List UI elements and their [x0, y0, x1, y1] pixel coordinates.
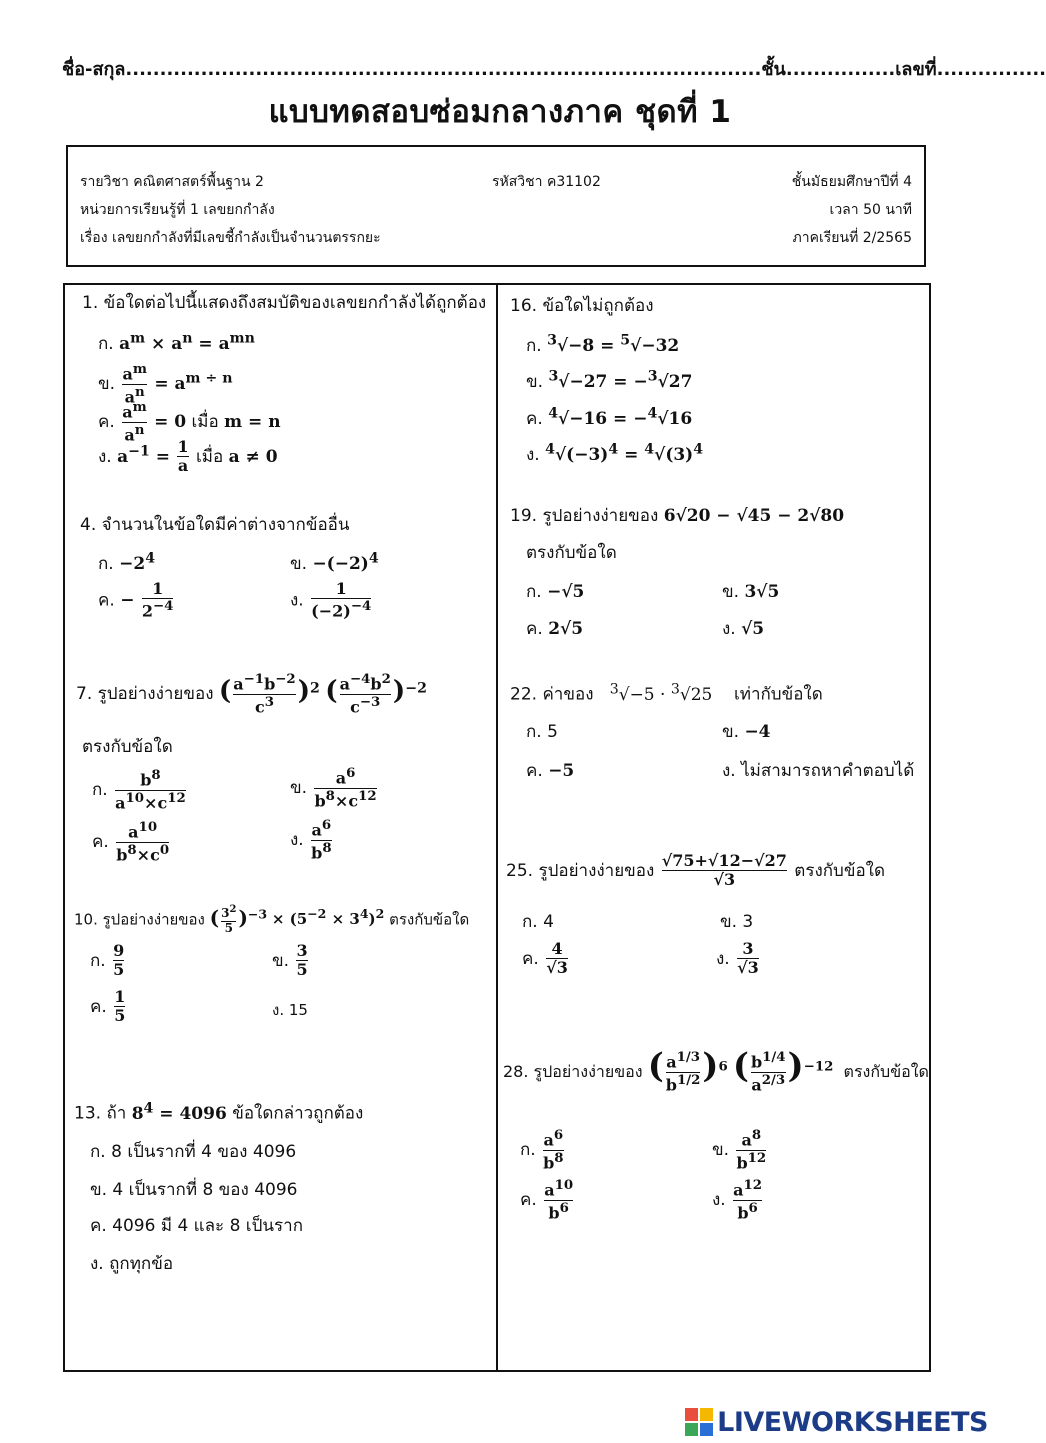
q13-option-c[interactable] [90, 1212, 303, 1239]
q4-option-b[interactable]: ข. $-(-2)^4$ [290, 550, 379, 574]
q4-option-a[interactable]: ก. $-2^4$ [98, 550, 156, 574]
question-10: 10. รูปอย่างง่ายของ ( $\frac{3^2}{5}$ )$^{-3} \times (5^{-2} \times 3^4)^2$ ตรงกับข้อใด [74, 904, 470, 935]
q1-option-d[interactable]: ง. $a^{-1}$ = $\frac{1}{a}$ เมื่อ a ≠ 0 [98, 437, 278, 476]
q13-option-d-text: ง. ถูกทุกข้อ [90, 1254, 174, 1274]
q16-option-b[interactable]: ข. $^3$√−27 = −$^3$√27 [526, 368, 693, 392]
question-4-stem: 4. จำนวนในข้อใดมีค่าต่างจากข้ออื่น [80, 515, 350, 535]
q16-option-d-label: ง. [526, 445, 540, 465]
q16-option-a[interactable]: ก. $^3$√−8 = $^5$√−32 [526, 332, 680, 356]
q22-option-c[interactable]: ค. −5 [526, 761, 575, 781]
q22-option-b-label: ข. [722, 722, 740, 742]
q28-option-d[interactable]: ง. $\frac{a^{12}}{b^6}$ [712, 1177, 763, 1223]
q10-option-c-label: ค. [90, 996, 107, 1017]
question-10-stem: 10. รูปอย่างง่ายของ [74, 910, 205, 929]
question-16-stem: 16. ข้อใดไม่ถูกต้อง [510, 296, 654, 316]
question-28: 28. รูปอย่างง่ายของ ( $\frac{a^{1/3}}{b^{1/2}}$ )$^6$ ( $\frac{b^{1/4}}{a^{2/3}}$ )$^{-12}$ ตรงกับข้อใด [503, 1046, 929, 1095]
question-13: 13. ถ้า $8^4 = 4096$ ข้อใดกล่าวถูกต้อง [74, 1100, 364, 1124]
q10-option-d-label: ง. 15 [272, 1001, 308, 1019]
course-info-box [66, 145, 926, 267]
q28-option-d-label: ง. [712, 1190, 726, 1211]
liveworksheets-brand-text: LIVEWORKSHEETS [717, 1406, 988, 1438]
time-limit: เวลา 50 นาที [829, 202, 912, 218]
question-22-stem: 22. ค่าของ [510, 684, 594, 705]
q10-option-c[interactable]: ค. $\frac{1}{5}$ [90, 987, 126, 1026]
q28-option-b-label: ข. [712, 1140, 730, 1161]
q1-option-a-label: ก. [98, 334, 114, 354]
q25-option-a-text: ก. 4 [522, 912, 554, 932]
q13-option-a[interactable] [90, 1138, 296, 1165]
q1-option-b[interactable]: ข. $\frac{a^m}{a^n}$ = $a^{m \div n}$ [98, 361, 233, 407]
question-19: 19. รูปอย่างง่ายของ 6√20 − √45 − 2√80 [510, 506, 845, 526]
course-code: รหัสวิชา ค31102 [492, 174, 601, 190]
q1-option-d-label: ง. [98, 446, 112, 467]
question-22: 22. ค่าของ $^3$√−5 · $^3$√25 เท่ากับข้อใด [510, 681, 823, 705]
q19-option-d-label: ง. [722, 619, 736, 639]
term-label: ภาคเรียนที่ 2/2565 [792, 230, 912, 246]
q1-option-c-label: ค. [98, 412, 115, 433]
question-25: 25. รูปอย่างง่ายของ $\frac{√75+√12-√27}{√3}$ ตรงกับข้อใด [506, 851, 886, 890]
q22-option-a-text: ก. 5 [526, 722, 558, 742]
q4-option-b-label: ข. [290, 554, 308, 574]
question-22-tail: เท่ากับข้อใด [733, 684, 823, 705]
student-name-line: ชื่อ-สกุล.............................................................................................ชั้น................เลขที่................ [62, 59, 1046, 80]
q1-option-b-label: ข. [98, 374, 116, 395]
page-title: แบบทดสอบซ่อมกลางภาค ชุดที่ 1 [268, 94, 732, 130]
q7-option-b-label: ข. [290, 778, 308, 799]
q25-option-b[interactable] [720, 908, 753, 935]
subject-label: รายวิชา คณิตศาสตร์พื้นฐาน 2 [80, 174, 264, 190]
q22-option-c-label: ค. [526, 761, 543, 781]
question-7-stem2: ตรงกับข้อใด [82, 737, 173, 757]
q13-option-a-text: ก. 8 เป็นรากที่ 4 ของ 4096 [90, 1142, 297, 1162]
q7-option-c[interactable]: ค. $\frac{a^{10}}{b^8\times c^0}$ [92, 819, 170, 865]
q4-option-a-label: ก. [98, 554, 114, 574]
q1-when-1: เมื่อ [191, 412, 219, 433]
q7-option-b[interactable]: ข. $\frac{a^6}{b^8\times c^{12}}$ [290, 765, 377, 811]
question-28-tail: ตรงกับข้อใด [843, 1062, 929, 1081]
q22-option-d-text: ง. ไม่สามารถหาคำตอบได้ [722, 761, 915, 781]
q13-option-c-text: ค. 4096 มี 4 และ 8 เป็นราก [90, 1216, 303, 1236]
q25-option-c[interactable]: ค. $\frac{4}{√3}$ [522, 939, 568, 978]
q28-option-a-label: ก. [520, 1140, 536, 1161]
question-25-tail: ตรงกับข้อใด [794, 860, 886, 881]
q7-option-a[interactable]: ก. $\frac{b^8}{a^{10}\times c^{12}}$ [92, 767, 186, 813]
q22-option-b[interactable]: ข. −4 [722, 722, 771, 742]
q16-option-d[interactable]: ง. $^4√(-3)^4 = ^4√(3)^4$ [526, 441, 704, 465]
q10-option-b-label: ข. [272, 950, 290, 971]
q10-option-a-label: ก. [90, 950, 106, 971]
liveworksheets-logo [685, 1406, 988, 1438]
q4-option-d[interactable]: ง. $\frac{1}{(-2)^{-4}}$ [290, 579, 372, 621]
question-7-stem: 7. รูปอย่างง่ายของ [76, 684, 214, 705]
question-19-stem: 19. รูปอย่างง่ายของ [510, 506, 659, 526]
q19-option-c[interactable]: ค. 2√5 [526, 619, 584, 639]
q13-option-b-text: ข. 4 เป็นรากที่ 8 ของ 4096 [90, 1180, 298, 1200]
q19-option-c-label: ค. [526, 619, 543, 639]
topic-label: เรื่อง เลขยกกำลังที่มีเลขชี้กำลังเป็นจำนวนตรรกยะ [80, 230, 381, 246]
column-divider [496, 283, 498, 1372]
q19-option-a[interactable]: ก. −√5 [526, 582, 585, 602]
q16-option-c[interactable]: ค. $^4$√−16 = −$^4$√16 [526, 405, 693, 429]
q25-option-d[interactable]: ง. $\frac{3}{√3}$ [716, 939, 759, 978]
q16-option-c-label: ค. [526, 409, 543, 429]
q28-option-a[interactable]: ก. $\frac{a^6}{b^8}$ [520, 1127, 564, 1173]
question-7: 7. รูปอย่างง่ายของ ( $\frac{a^{-1}b^{-2}}{c^3}$ )$^2$ ( $\frac{a^{-4}b^2}{c^{-3}}$ )$^{-2}$ [76, 671, 427, 717]
q7-option-c-label: ค. [92, 832, 109, 853]
q28-option-b[interactable]: ข. $\frac{a^8}{b^{12}}$ [712, 1127, 767, 1173]
q10-option-a[interactable]: ก. $\frac{9}{5}$ [90, 941, 125, 980]
question-13-stem-tail: ข้อใดกล่าวถูกต้อง [232, 1103, 364, 1124]
q4-option-c-label: ค. [98, 590, 115, 611]
grade-level: ชั้นมัธยมศึกษาปีที่ 4 [791, 174, 912, 190]
q25-option-d-label: ง. [716, 948, 730, 969]
q25-option-a[interactable] [522, 908, 554, 935]
unit-label: หน่วยการเรียนรู้ที่ 1 เลขยกกำลัง [80, 202, 275, 218]
q1-when-2: เมื่อ [195, 446, 224, 467]
q19-option-b-label: ข. [722, 582, 740, 602]
q13-option-b[interactable] [90, 1176, 297, 1203]
question-16 [510, 296, 654, 316]
q19-option-d[interactable]: ง. √5 [722, 619, 765, 639]
q4-option-c[interactable]: ค. − $\frac{1}{2^{-4}}$ [98, 579, 174, 621]
question-7-line2 [82, 737, 173, 757]
q19-option-a-label: ก. [526, 582, 542, 602]
q13-option-d[interactable] [90, 1250, 173, 1277]
question-4 [80, 515, 350, 535]
q7-option-a-label: ก. [92, 780, 108, 801]
q10-option-d[interactable] [272, 998, 308, 1022]
q10-option-b[interactable]: ข. $\frac{3}{5}$ [272, 941, 308, 980]
q22-option-a[interactable] [526, 718, 558, 745]
question-25-stem: 25. รูปอย่างง่ายของ [506, 860, 655, 881]
q25-option-c-label: ค. [522, 948, 539, 969]
q28-option-c[interactable]: ค. $\frac{a^{10}}{b^6}$ [520, 1177, 574, 1223]
question-13-stem: 13. ถ้า [74, 1103, 127, 1124]
q7-option-d-label: ง. [290, 830, 304, 851]
question-1-stem: 1. ข้อใดต่อไปนี้แสดงถึงสมบัติของเลขยกกำลังได้ถูกต้อง [82, 293, 487, 313]
q16-option-a-label: ก. [526, 336, 542, 356]
question-19-line2 [526, 543, 617, 563]
q4-option-d-label: ง. [290, 590, 304, 611]
question-28-stem: 28. รูปอย่างง่ายของ [503, 1062, 643, 1081]
q16-option-b-label: ข. [526, 372, 544, 392]
q19-option-b[interactable]: ข. 3√5 [722, 582, 780, 602]
q1-option-a[interactable]: ก. $a^m \times a^n = a^{mn}$ [98, 330, 255, 354]
q28-option-c-label: ค. [520, 1190, 537, 1211]
q22-option-d[interactable] [722, 757, 914, 784]
liveworksheets-logo-icon [685, 1408, 713, 1436]
q25-option-b-text: ข. 3 [720, 912, 754, 932]
question-19-stem2: ตรงกับข้อใด [526, 543, 617, 563]
q1-option-c[interactable]: ค. $\frac{a^m}{a^n}$ = 0 เมื่อ m = n [98, 399, 281, 445]
question-10-tail: ตรงกับข้อใด [389, 910, 470, 929]
question-1 [82, 293, 486, 313]
q7-option-d[interactable]: ง. $\frac{a^6}{b^8}$ [290, 817, 332, 863]
